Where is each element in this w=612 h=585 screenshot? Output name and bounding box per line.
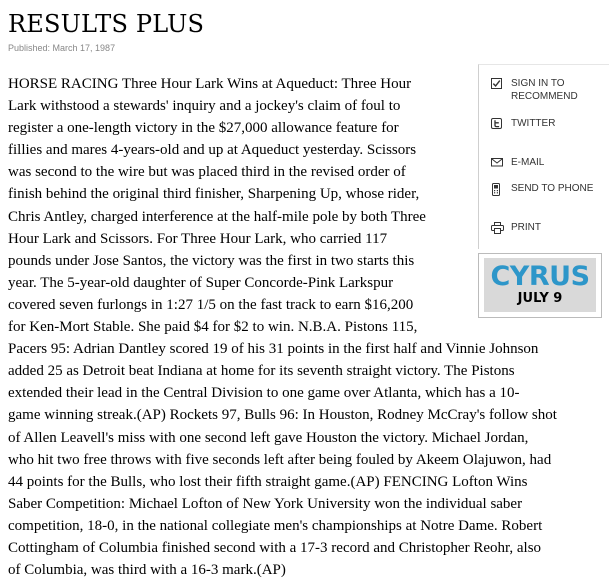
ad-title: CYRUS bbox=[490, 261, 590, 292]
ad-subtitle: JULY 9 bbox=[517, 291, 563, 306]
article-line: covered seven furlongs in 1:27 1/5 on the fast track to earn $16,200 bbox=[8, 296, 414, 313]
article-line: Hour Lark and Scissors. For Three Hour Lark, who carried 117 bbox=[8, 230, 388, 247]
article-line: HORSE RACING Three Hour Lark Wins at Aqueduct: Three Hour bbox=[8, 76, 412, 92]
ad-panel bbox=[484, 258, 596, 312]
article-line: game winning streak.(AP) Rockets 97, Bulls 96: In Houston, Rodney McCray's follow shot bbox=[8, 407, 557, 424]
advertisement-banner[interactable] bbox=[478, 253, 602, 318]
print-label: PRINT bbox=[511, 222, 541, 233]
twitter-label: TWITTER bbox=[511, 118, 556, 129]
printer-icon bbox=[491, 222, 504, 239]
article-line: for Ken-Mort Stable. She paid $4 for $2 to win. N.B.A. Pistons 115, bbox=[8, 319, 418, 336]
article-line: year. The 5-year-old daughter of Super Concorde-Pink Larkspur bbox=[8, 274, 394, 291]
article-line: extended their lead in the Central Division to one game over Atlanta, which has a 10- bbox=[8, 385, 520, 402]
email-label: E-MAIL bbox=[511, 157, 545, 168]
article-line: pounds under Jose Santos, the victory was the first in two starts this bbox=[8, 252, 415, 269]
article-line: register a one-length victory in the $27,000 allowance feature for bbox=[8, 120, 399, 137]
article-line: was second to the wire but was placed third in the revised order of bbox=[8, 164, 406, 181]
article-line: finish behind the original third finisher, Sharpening Up, whose rider, bbox=[8, 186, 420, 203]
article-tools bbox=[478, 64, 609, 249]
article-line: of Allen Leavell's miss with one second left gave Houston the victory. Michael Jordan, bbox=[8, 429, 529, 446]
article-line: Cottingham of Columbia finished second with a 17-3 record and Christopher Reohr, also bbox=[8, 539, 542, 556]
article-line: Saber Competition: Michael Lofton of New York University won the individual saber bbox=[8, 495, 523, 512]
article-line: Pacers 95: Adrian Dantley scored 19 of his 31 points in the first half and Vinnie Johnson bbox=[8, 341, 539, 358]
article-line: 44 points for the Bulls, who lost their fifth straight game.(AP) FENCING Lofton Wins bbox=[8, 473, 528, 490]
article-line: added 25 as Detroit beat Indiana at home for its seventh straight victory. The Pistons bbox=[8, 363, 515, 380]
article-headline: RESULTS PLUS bbox=[8, 10, 205, 38]
published-date: Published: March 17, 1987 bbox=[8, 43, 116, 53]
phone-icon bbox=[491, 183, 501, 201]
article-line: who hit two free throws with five seconds left after being fouled by Akeem Olajuwon, had bbox=[8, 451, 552, 468]
article-line: Lark withstood a stewards' inquiry and a jockey's claim of foul to bbox=[8, 98, 401, 115]
article-line: fillies and mares 4-years-old and up at Aqueduct yesterday. Scissors bbox=[8, 142, 417, 159]
article-line: competition, 18-0, in the national collegiate men's championships at Notre Dame. Robert bbox=[8, 517, 543, 534]
twitter-icon bbox=[491, 118, 502, 134]
checkbox-icon bbox=[491, 78, 502, 94]
sign-in-to-recommend-label: SIGN IN TO RECOMMEND bbox=[511, 78, 578, 102]
article-line: of Columbia, was third with a 16-3 mark.(AP) bbox=[8, 562, 286, 579]
article-line: Chris Antley, charged interference at the half-mile pole by both Three bbox=[8, 208, 426, 225]
send-to-phone-label: SEND TO PHONE bbox=[511, 183, 594, 194]
envelope-icon bbox=[491, 157, 503, 172]
